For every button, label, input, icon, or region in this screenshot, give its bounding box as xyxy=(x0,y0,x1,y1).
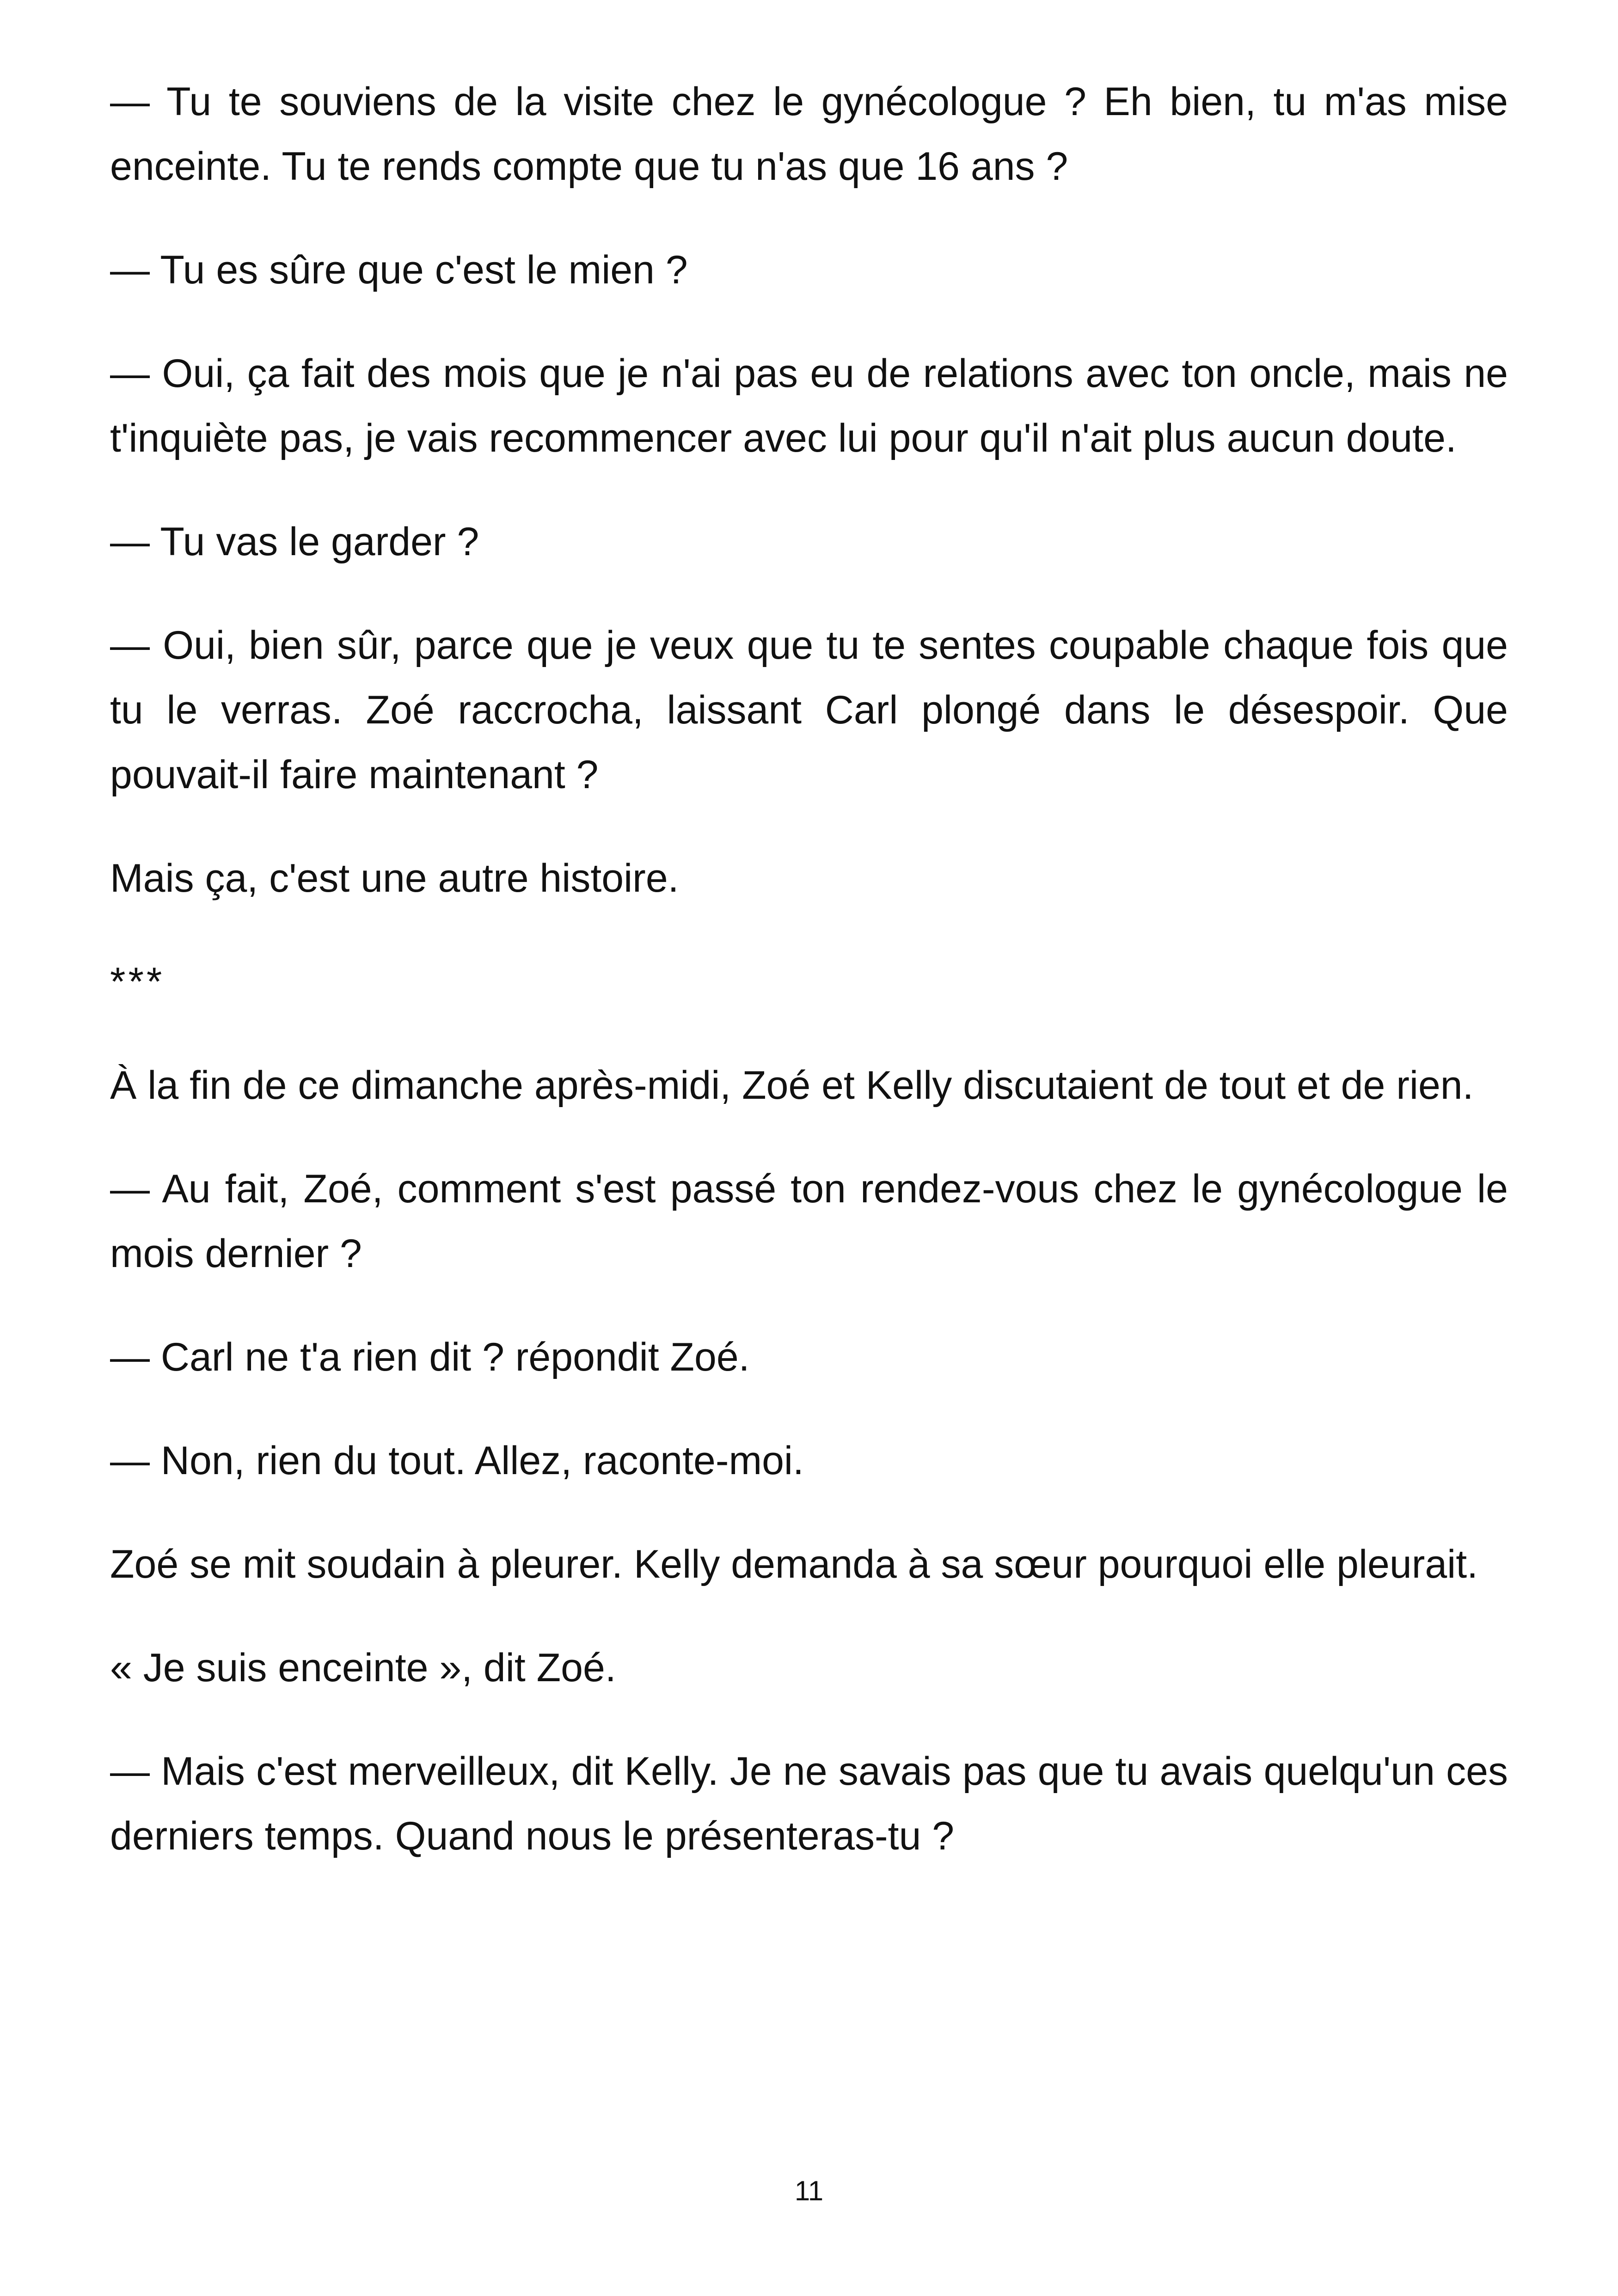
paragraph-dialogue: — Oui, bien sûr, parce que je veux que tu te sentes coupable chaque fois que tu le verras. Zoé raccrocha, laissant Carl plongé dans le désespoir. Que pouvait-il faire maintenant ? xyxy=(110,623,1508,797)
paragraph-dialogue: — Au fait, Zoé, comment s'est passé ton rendez-vous chez le gynécologue le mois dernier ? xyxy=(110,1167,1508,1276)
paragraph-dialogue: — Oui, ça fait des mois que je n'ai pas eu de relations avec ton oncle, mais ne t'inquiète pas, je vais recommencer avec lui pour qu'il n'ait plus aucun doute. xyxy=(110,351,1508,460)
paragraph-dialogue: — Tu vas le garder ? xyxy=(110,520,479,564)
paragraph-dialogue: — Non, rien du tout. Allez, raconte-moi. xyxy=(110,1439,804,1483)
paragraph-dialogue: — Tu es sûre que c'est le mien ? xyxy=(110,248,688,292)
section-separator: *** xyxy=(110,960,165,1004)
paragraph-narration: Mais ça, c'est une autre histoire. xyxy=(110,856,679,900)
page-number: 11 xyxy=(794,2175,824,2206)
paragraph-dialogue: — Tu te souviens de la visite chez le gynécologue ? Eh bien, tu m'as mise enceinte. Tu te rends compte que tu n'as que 16 ans ? xyxy=(110,80,1508,189)
body-text xyxy=(110,69,1508,1907)
paragraph-narration: Zoé se mit soudain à pleurer. Kelly demanda à sa sœur pourquoi elle pleurait. xyxy=(110,1542,1478,1586)
paragraph-dialogue: — Carl ne t'a rien dit ? répondit Zoé. xyxy=(110,1335,750,1379)
paragraph-dialogue: « Je suis enceinte », dit Zoé. xyxy=(110,1646,616,1690)
paragraph-dialogue: — Mais c'est merveilleux, dit Kelly. Je ne savais pas que tu avais quelqu'un ces derniers temps. Quand nous le présenteras-tu ? xyxy=(110,1749,1508,1858)
paragraph-narration: À la fin de ce dimanche après-midi, Zoé et Kelly discutaient de tout et de rien. xyxy=(110,1063,1474,1108)
